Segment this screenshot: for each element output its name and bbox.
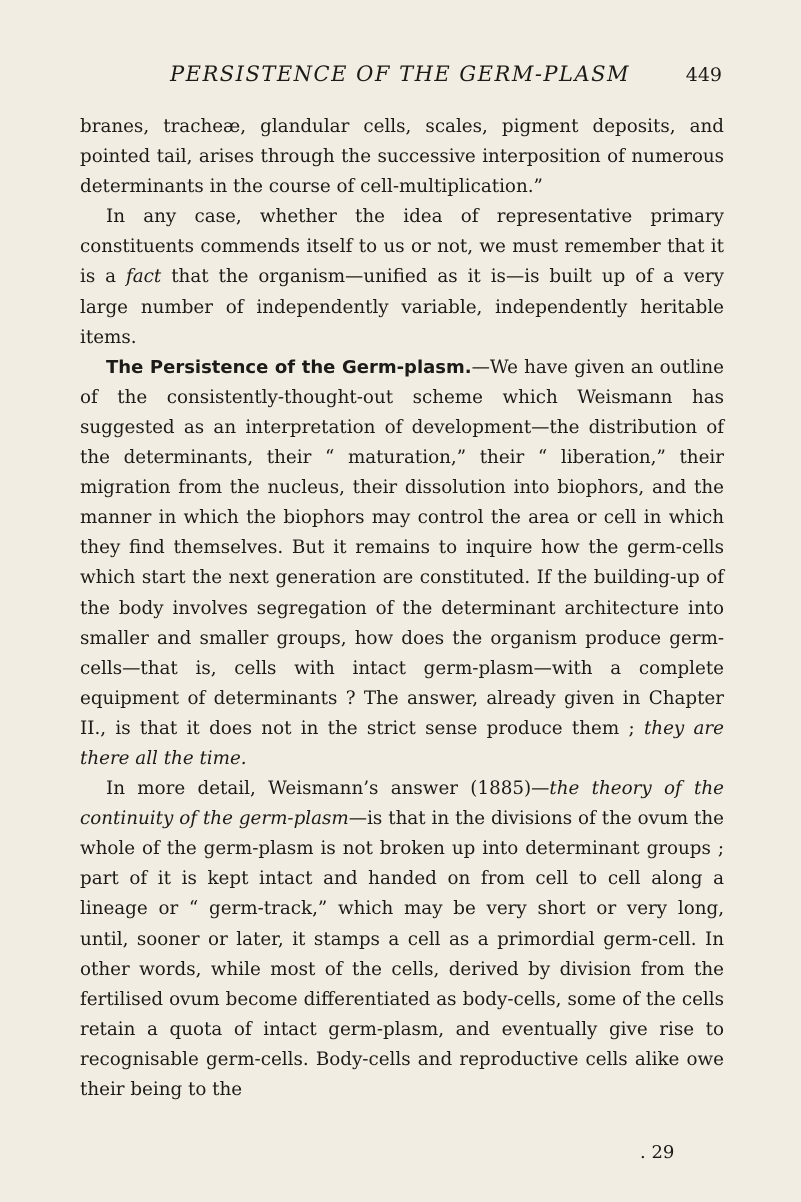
- body-text: [80, 112, 724, 1105]
- paragraph: [80, 353, 724, 774]
- running-title: PERSISTENCE OF THE GERM-PLASM: [170, 62, 631, 86]
- signature-mark: . 29: [640, 1142, 675, 1163]
- paragraph-text: In more detail, Weismann’s answer (1885)—: [106, 778, 550, 800]
- emphasis: they are there all the time.: [80, 717, 724, 769]
- paragraph-continuation: [80, 112, 724, 202]
- paragraph: [80, 202, 724, 352]
- emphasis: the theory of the continuity of the germ-plasm: [80, 778, 724, 830]
- paragraph-text: —is that in the divisions of the ovum the whole of the germ-plasm is not broken up into determinant groups ; part of it is kept intact and handed on from cell to cell along a lineage or “ germ-track,” which may be very short or very long, until, sooner or later, it stamps a cell as a primordial germ-cell. In other words, while most of the cells, derived by division from the fertilised ovum become differentiated as body-cells, some of the cells retain a quota of intact germ-plasm, and eventually give rise to recognisable germ-cells. Body-cells and reproductive cells alike owe their being to the: [80, 808, 724, 1100]
- paragraph-text: —We have given an outline of the consistently-thought-out scheme which Weismann has suggested as an interpretation of development—the distribution of the determinants, their “ maturation,” their “ liberation,” their migration from the nucleus, their dissolution into biophors, and the manner in which the biophors may control the area or cell in which they find themselves. But it remains to inquire how the germ-cells which start the next generation are constituted. If the building-up of the body involves segregation of the determinant architecture into smaller and smaller groups, how does the organism produce germ-cells—that is, cells with intact germ-plasm—with a complete equipment of determinants ? The answer, already given in Chapter II., is that it does not in the strict sense produce them ;: [80, 356, 724, 739]
- page-header: [88, 62, 728, 96]
- paragraph: [80, 774, 724, 1105]
- paragraph-text: branes, tracheæ, glandular cells, scales, pigment deposits, and pointed tail, arises through the successive interposition of numerous determinants in the course of cell-multiplication.”: [80, 116, 724, 198]
- paragraph-text: that the organism—unified as it is—is built up of a very large number of independently variable, independently heritable items.: [80, 266, 724, 348]
- page-number: 449: [685, 64, 722, 86]
- section-heading: The Persistence of the Germ-plasm.: [106, 356, 472, 378]
- emphasis: fact: [126, 266, 162, 288]
- paragraph-text: In any case, whether the idea of representative primary constituents commends itself to us or not, we must remember that it is a: [80, 206, 724, 288]
